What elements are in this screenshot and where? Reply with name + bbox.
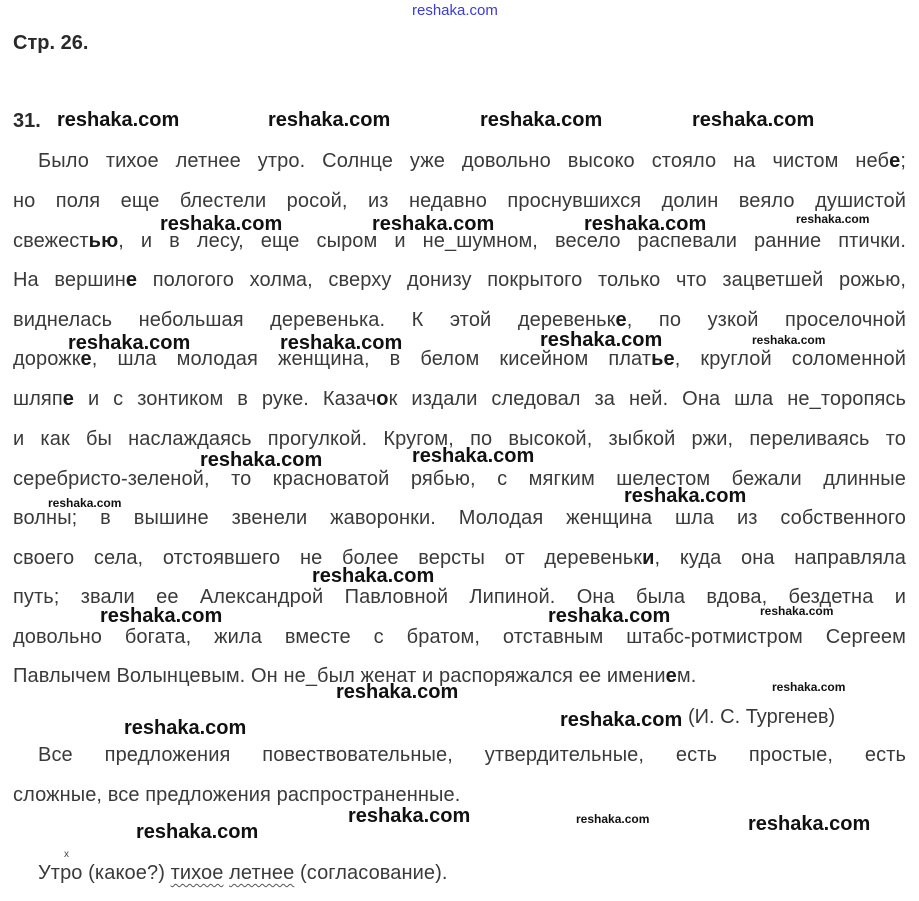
page-header: Стр. 26.	[13, 32, 89, 54]
text-line-8: и как бы наслаждаясь прогулкой. Кругом, по высокой, зыбкой ржи, переливаясь то	[13, 428, 906, 450]
analysis-line-2: сложные, все предложения распространенные.	[13, 784, 461, 806]
text-line-7: шляпе и с зонтиком в руке. Казачок издали следовал за ней. Она шла не_торопясь	[13, 388, 906, 410]
parse-line: Утро (какое?) тихое летнее (согласование).	[38, 862, 448, 884]
author: (И. С. Тургенев)	[688, 706, 836, 728]
watermark: reshaka.com	[624, 485, 747, 507]
watermark: reshaka.com	[160, 213, 283, 235]
watermark: reshaka.com	[68, 332, 191, 354]
watermark: reshaka.com	[100, 605, 223, 627]
watermark: reshaka.com	[200, 449, 323, 471]
text-line-10: волны; в вышине звенели жаворонки. Молодая женщина шла из собственного	[13, 507, 906, 529]
parse-mark: x	[64, 849, 69, 860]
watermark: reshaka.com	[748, 813, 871, 835]
exercise-number: 31.	[13, 110, 41, 132]
text-line-11: своего села, отстоявшего не более версты от деревеньки, куда она направляла	[13, 547, 906, 569]
watermark: reshaka.com	[548, 605, 671, 627]
text-line-4: На вершине пологого холма, сверху донизу покрытого только что зацветшей рожью,	[13, 269, 906, 291]
watermark: reshaka.com	[348, 805, 471, 827]
watermark: reshaka.com	[124, 717, 247, 739]
watermark: reshaka.com	[772, 680, 846, 694]
watermark: reshaka.com	[752, 333, 826, 347]
watermark: reshaka.com	[57, 109, 180, 131]
watermark: reshaka.com	[48, 496, 122, 510]
watermark: reshaka.com	[280, 332, 403, 354]
watermark: reshaka.com	[480, 109, 603, 131]
text-line-2: но поля еще блестели росой, из недавно проснувшихся долин веяло душистой	[13, 190, 906, 212]
watermark: reshaka.com	[796, 212, 870, 226]
watermark: reshaka.com	[576, 812, 650, 826]
text-line-3: свежестью, и в лесу, еще сыром и не_шумном, весело распевали ранние птички.	[13, 230, 906, 252]
watermark: reshaka.com	[412, 445, 535, 467]
text-line-9: серебристо-зеленой, то красноватой рябью, с мягким шелестом бежали длинные	[13, 468, 906, 490]
watermark: reshaka.com	[336, 681, 459, 703]
text-line-13: довольно богата, жила вместе с братом, отставным штабс-ротмистром Сергеем	[13, 626, 906, 648]
watermark: reshaka.com	[584, 213, 707, 235]
watermark: reshaka.com	[136, 821, 259, 843]
text-line-6: дорожке, шла молодая женщина, в белом кисейном платье, круглой соломенной	[13, 348, 906, 370]
watermark: reshaka.com	[268, 109, 391, 131]
watermark: reshaka.com	[540, 329, 663, 351]
analysis-line-1: Все предложения повествовательные, утвердительные, есть простые, есть	[38, 744, 906, 766]
text-line-14: Павлычем Волынцевым. Он не_был женат и распоряжался ее имением.	[13, 665, 697, 687]
text-line-12: путь; звали ее Александрой Павловной Липиной. Она была вдова, бездетна и	[13, 586, 906, 608]
watermark: reshaka.com	[312, 565, 435, 587]
text-line-5: виднелась небольшая деревенька. К этой деревеньке, по узкой проселочной	[13, 309, 906, 331]
watermark: reshaka.com	[760, 604, 834, 618]
site-watermark[interactable]: reshaka.com	[412, 2, 498, 19]
watermark: reshaka.com	[560, 709, 683, 731]
text-line-1: Было тихое летнее утро. Солнце уже довольно высоко стояло на чистом небе;	[38, 150, 906, 172]
watermark: reshaka.com	[372, 213, 495, 235]
watermark: reshaka.com	[692, 109, 815, 131]
